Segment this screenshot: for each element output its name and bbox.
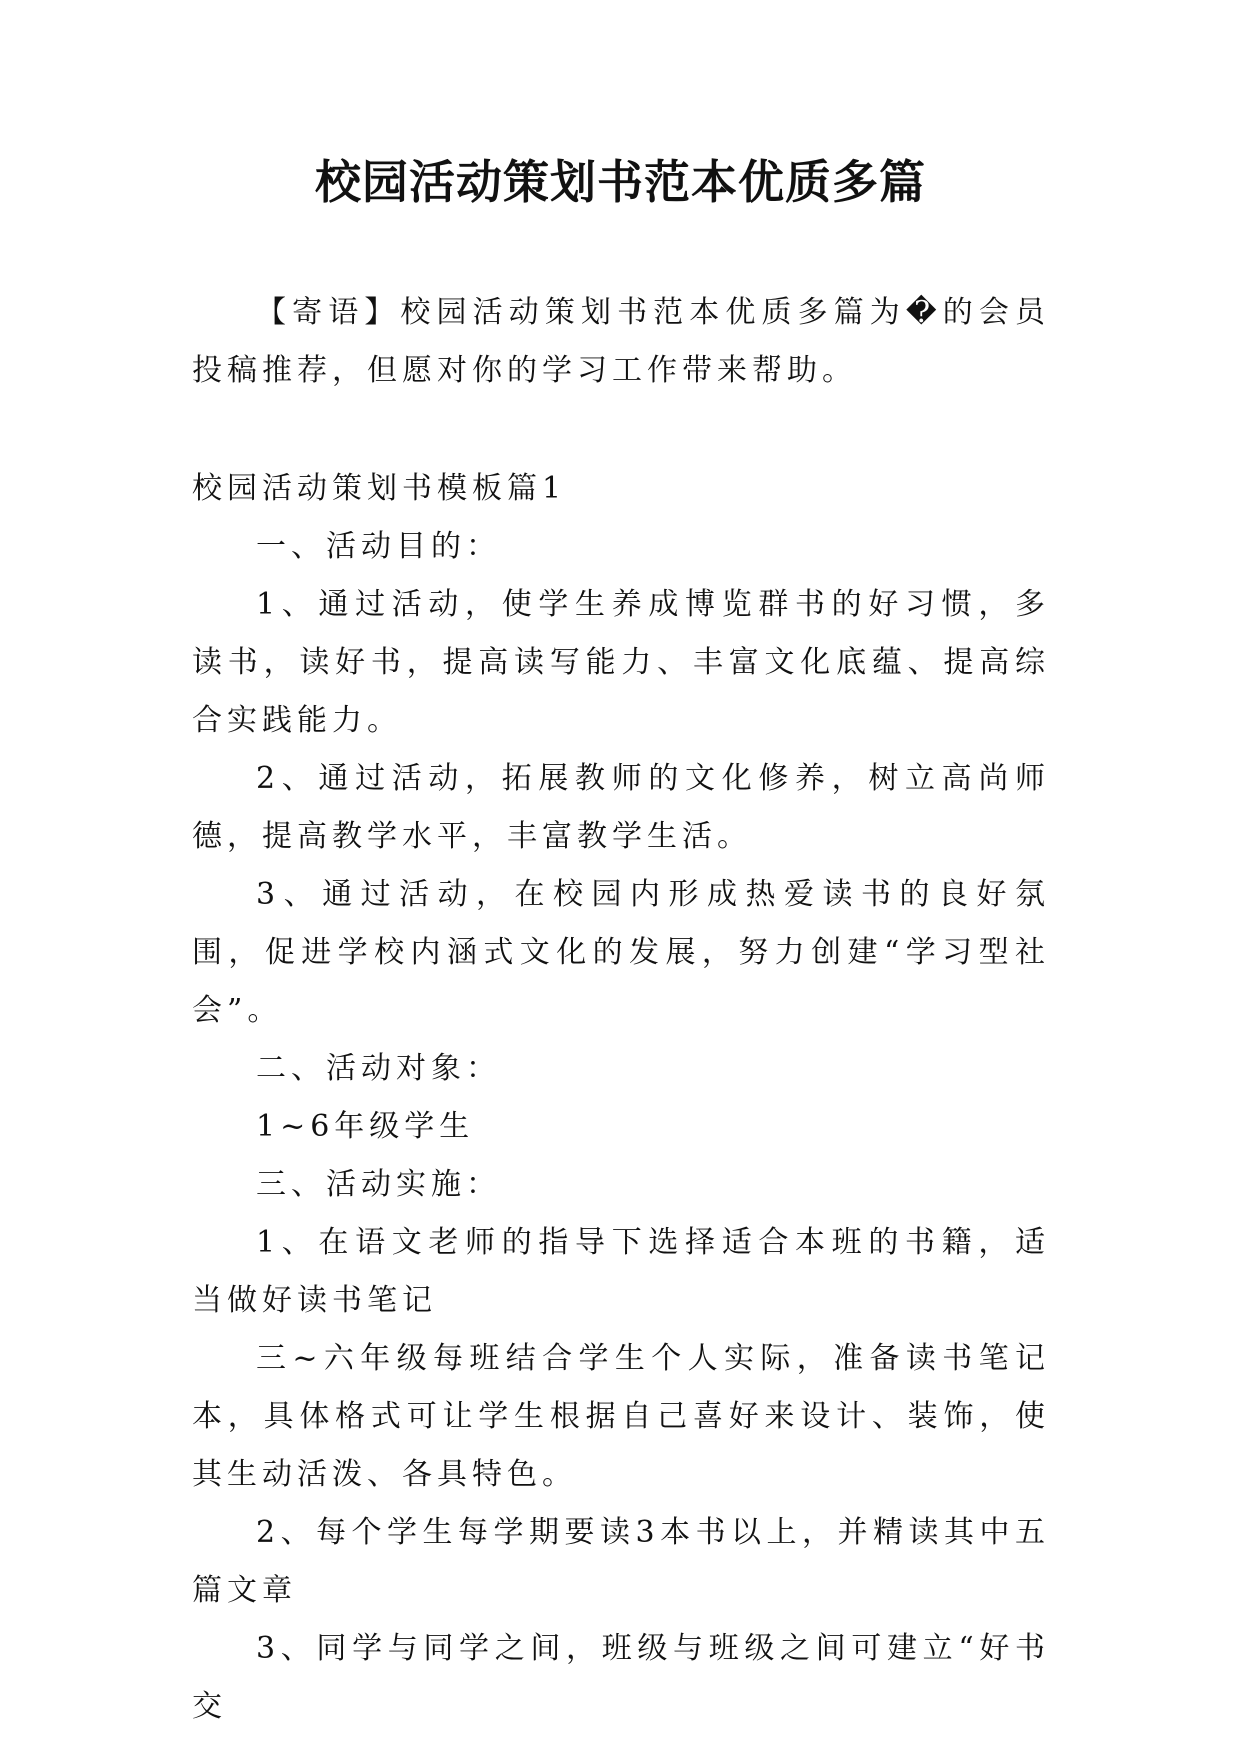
paragraph: 2、每个学生每学期要读3本书以上，并精读其中五篇文章 [192,1515,1050,1608]
preface-block [192,284,1050,400]
paragraph: 2、通过活动，拓展教师的文化修养，树立高尚师德，提高教学水平，丰富教学生活。 [192,761,1050,854]
paragraph: 一、活动目的： [256,529,501,564]
preface-paragraph: 【寄语】校园活动策划书范本优质多篇为�的会员投稿推荐，但愿对你的学习工作带来帮助。 [192,295,1050,388]
paragraph: 3、通过活动，在校园内形成热爱读书的良好氛围，促进学校内涵式文化的发展，努力创建“学习型社会”。 [192,877,1050,1028]
paragraph: 1、在语文老师的指导下选择适合本班的书籍，适当做好读书笔记 [192,1225,1050,1318]
section-heading: 校园活动策划书模板篇1 [192,471,567,506]
paragraph: 三~六年级每班结合学生个人实际，准备读书笔记本，具体格式可让学生根据自己喜好来设计、装饰，使其生动活泼、各具特色。 [192,1341,1050,1492]
paragraph: 三、活动实施： [256,1167,501,1202]
section-block [192,460,1050,1736]
paragraph: 1~6年级学生 [256,1109,475,1144]
paragraph: 3、同学与同学之间，班级与班级之间可建立“好书交 [192,1631,1050,1724]
paragraph: 二、活动对象： [256,1051,501,1086]
document-title: 校园活动策划书范本优质多篇 [315,155,926,209]
paragraph: 1、通过活动，使学生养成博览群书的好习惯，多读书，读好书，提高读写能力、丰富文化底蕴、提高综合实践能力。 [192,587,1050,738]
